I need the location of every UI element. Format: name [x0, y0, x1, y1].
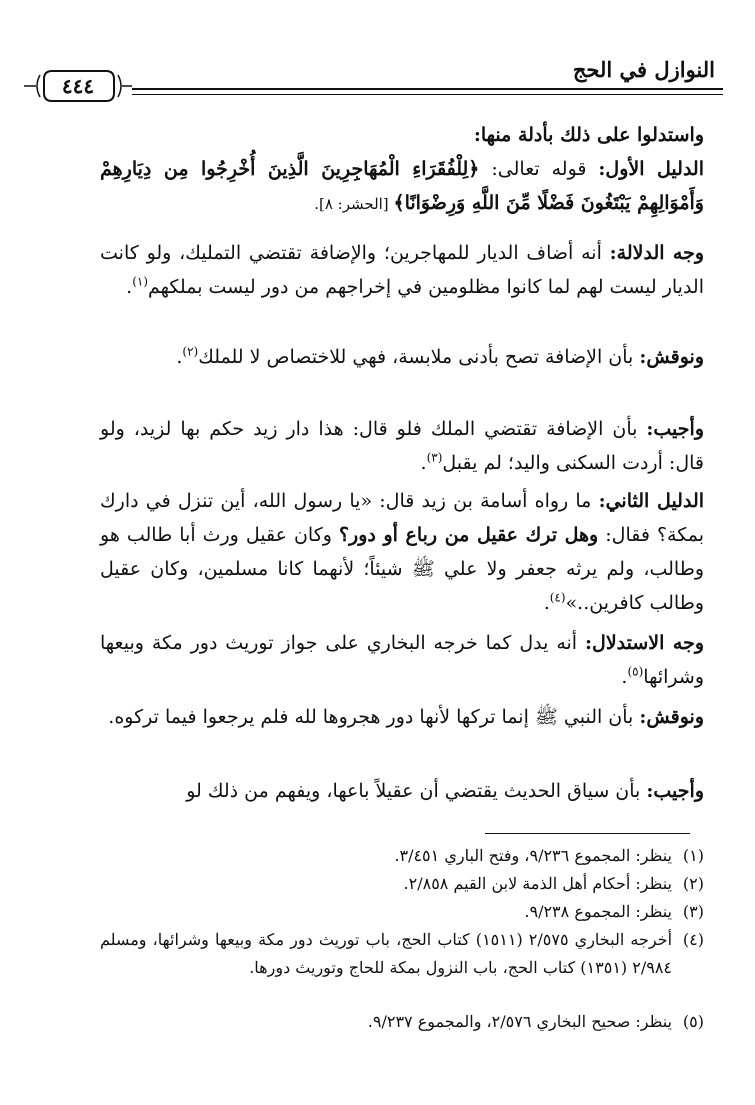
- objection-1-lead: ونوقش:: [639, 346, 704, 368]
- second-evidence-lead: الدليل الثاني:: [598, 490, 705, 512]
- paragraph-second-evidence: [100, 484, 704, 620]
- hadith-question: وهل ترك عقيل من رباع أو دور؟: [338, 524, 599, 546]
- inference-tail: .: [621, 666, 628, 688]
- footnote-ref-5: (٥): [627, 664, 644, 679]
- intro-text: واستدلوا على ذلك بأدلة منها:: [473, 124, 704, 146]
- objection-2-text: بأن النبي ﷺ إنما تركها لأنها دور هجروها لله فلم يرجعوا فيما تركوه.: [108, 706, 640, 728]
- footnote-3: [100, 898, 704, 926]
- paragraph-first-evidence: [100, 152, 704, 221]
- footnote-text: ينظر: صحيح البخاري ٢/٥٧٦، والمجموع ٩/٢٣٧.: [367, 1012, 672, 1031]
- header-rule-thin: [28, 94, 723, 95]
- footnote-number: (١): [682, 846, 704, 865]
- footnote-number: (٢): [682, 874, 704, 893]
- reply-1-tail: .: [420, 452, 427, 474]
- verse-reference: [الحشر: ٨].: [314, 195, 394, 213]
- footnote-number: (٥): [682, 1012, 704, 1031]
- page-number-badge: [22, 69, 132, 103]
- paragraph-reply-2: [100, 774, 704, 808]
- footnote-separator: [485, 833, 690, 834]
- objection-1-tail: .: [176, 346, 183, 368]
- inference-text: أنه يدل كما خرجه البخاري على جواز توريث دور مكة وبيعها وشرائها: [100, 632, 704, 688]
- footnote-2: [100, 870, 704, 898]
- reply-2-text: بأن سياق الحديث يقتضي أن عقيلاً باعها، ويفهم من ذلك لو: [186, 780, 647, 802]
- footnote-number: (٤): [682, 930, 704, 949]
- paragraph-objection-2: [100, 700, 704, 734]
- paragraph-objection-1: [100, 340, 704, 374]
- footnote-ref-3: (٣): [426, 450, 443, 465]
- evidence-point-tail: .: [126, 276, 133, 298]
- running-title: النوازل في الحج: [572, 57, 715, 82]
- paragraph-inference: [100, 626, 704, 694]
- footnote-text: ينظر: أحكام أهل الذمة لابن القيم ٢/٨٥٨.: [403, 874, 672, 893]
- footnote-text: ينظر: المجموع ٩/٢٣٦، وفتح الباري ٣/٤٥١.: [394, 846, 672, 865]
- footnote-5: [100, 1008, 704, 1036]
- page-number: ٤٤٤: [61, 74, 95, 98]
- footnote-text: ينظر: المجموع ٩/٢٣٨.: [524, 902, 672, 921]
- quran-verse: ﴿لِلْفُقَرَاءِ الْمُهَاجِرِينَ الَّذِينَ أُخْرِجُوا مِن دِيَارِهِمْ وَأَمْوَالِهِمْ يَبْتَغُونَ فَضْلًا مِّنَ اللَّهِ وَرِضْوَانًا﴾: [100, 158, 704, 214]
- second-evidence-text-b: وكان عقيل ورث أبا طالب هو وطالب، ولم يرثه جعفر ولا علي ﷺ شيئاً؛ لأنهما كانا مسلمين، وكان عقيل وطالب كافرين..»: [100, 524, 704, 614]
- reply-2-lead: وأجيب:: [646, 780, 704, 802]
- header-rule: [28, 88, 723, 90]
- second-evidence-text-a: ما رواه أسامة بن زيد قال: «يا رسول الله، أين تنزل في دارك بمكة؟ فقال:: [100, 490, 705, 546]
- reply-1-text: بأن الإضافة تقتضي الملك فلو قال: هذا دار زيد حكم بها لزيد، ولو قال: أردت السكنى واليد؛ لم يقبل: [100, 418, 704, 474]
- second-evidence-tail: .: [543, 592, 550, 614]
- reply-1-lead: وأجيب:: [646, 418, 704, 440]
- paragraph-reply-1: [100, 412, 704, 480]
- footnote-number: (٣): [682, 902, 704, 921]
- footnote-ref-4: (٤): [549, 590, 566, 605]
- footnote-text: أخرجه البخاري ٢/٥٧٥ (١٥١١) كتاب الحج، باب توريث دور مكة وبيعها وشرائها، ومسلم ٢/٩٨٤ (١٣٥١) كتاب الحج، باب النزول بمكة للحاج وتوريث دورها.: [100, 930, 673, 977]
- evidence-point-text: أنه أضاف الديار للمهاجرين؛ والإضافة تقتضي التمليك، ولو كانت الديار ليست لهم لما كانوا مظلومين في إخراجهم من دور ليست بملكهم: [100, 242, 704, 298]
- footnote-ref-2: (٢): [182, 344, 199, 359]
- objection-1-text: بأن الإضافة تصح بأدنى ملابسة، فهي للاختصاص لا للملك: [198, 346, 640, 368]
- footnote-1: [100, 842, 704, 870]
- footnote-ref-1: (١): [132, 274, 149, 289]
- paragraph-intro: [100, 118, 704, 152]
- footnote-4: [100, 926, 704, 982]
- objection-2-lead: ونوقش:: [639, 706, 704, 728]
- paragraph-evidence-point: [100, 236, 704, 304]
- first-evidence-lead: الدليل الأول:: [598, 158, 704, 180]
- evidence-point-lead: وجه الدلالة:: [609, 242, 704, 264]
- inference-lead: وجه الاستدلال:: [585, 632, 704, 654]
- first-evidence-intro: قوله تعالى:: [479, 158, 599, 180]
